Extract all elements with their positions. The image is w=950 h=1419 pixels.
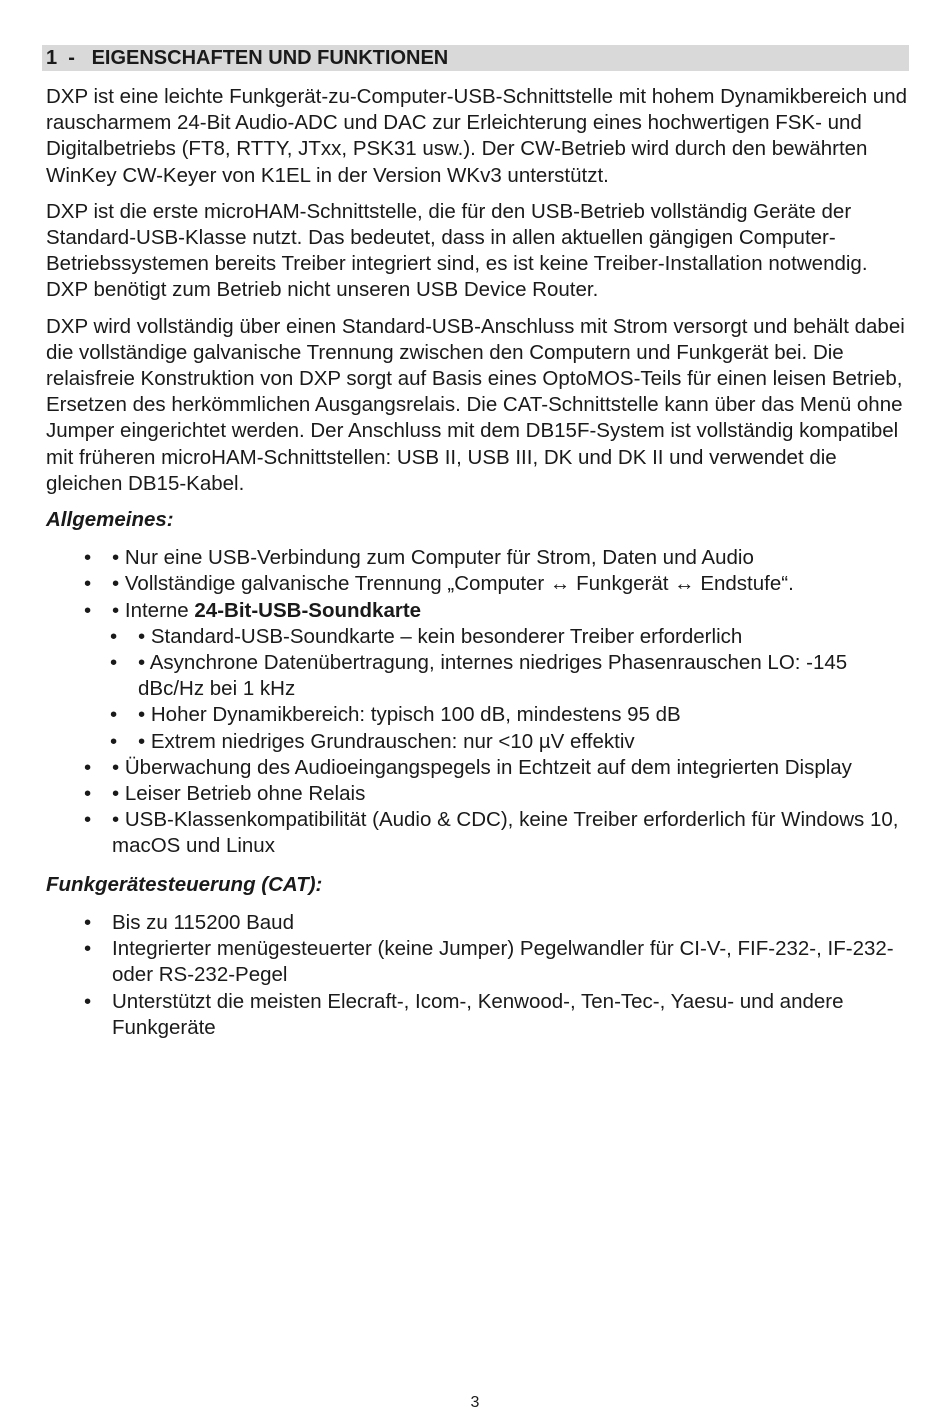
list-item [46, 781, 912, 807]
list-item [46, 910, 912, 936]
list-item [46, 545, 912, 571]
usb-class-paragraph: DXP ist die erste microHAM-Schnittstelle, die für den USB-Betrieb vollständig Geräte der Standard-USB-Klasse nutzt. Das bedeutet, dass in allen aktuellen gängigen Computer-Betriebssystemen bereits Treiber integriert sind, es ist keine Treiber-Installation notwendig. DXP benötigt zum Betrieb nicht unseren USB Device Router. [46, 199, 868, 302]
list-item [46, 989, 912, 1041]
list-subitem [46, 702, 912, 728]
list-item-text: • Extrem niedriges Grundrauschen: nur <10 µV effektiv [138, 729, 635, 753]
list-item-text: • Vollständige galvanische Trennung „Computer ↔ Funkgerät ↔ Endstufe“. [112, 572, 794, 596]
intro-paragraph: DXP ist eine leichte Funkgerät-zu-Computer-USB-Schnittstelle mit hohem Dynamikbereich und rauscharmem 24-Bit Audio-ADC und DAC zur Erleichterung eines hochwertigen FSK- und Digitalbetriebs (FT8, RTTY, JTxx, PSK31 usw.). Der CW-Betrieb wird durch den bewährten WinKey CW-Keyer von K1EL in der Version WKv3 unterstützt. [46, 85, 907, 187]
bullet-icon: • [84, 808, 92, 832]
list-item-text: • Leiser Betrieb ohne Relais [112, 782, 366, 806]
list-item-text-bold: 24-Bit-USB-Soundkarte [194, 598, 422, 622]
page-number: 3 [470, 1394, 480, 1411]
list-item-text: Integrierter menügesteuerter (keine Jumper) Pegelwandler für CI-V-, FIF-232-, IF-232- oder RS-232-Pegel [112, 937, 894, 987]
bullet-icon: • [110, 624, 118, 648]
bullet-icon: • [84, 782, 92, 806]
list-item [46, 755, 912, 781]
list-item [46, 571, 912, 597]
cat-list [46, 910, 912, 1041]
list-item [46, 598, 912, 624]
bullet-icon: • [84, 546, 92, 570]
bullet-icon: • [110, 729, 118, 753]
general-subheading: Allgemeines: [46, 508, 174, 532]
section-heading: 1 - EIGENSCHAFTEN UND FUNKTIONEN [42, 45, 909, 71]
list-item-text-prefix: • Interne [112, 598, 195, 622]
list-item-text: • Standard-USB-Soundkarte – kein besonderer Treiber erforderlich [138, 624, 743, 648]
list-item-text: • Asynchrone Datenübertragung, internes niedriges Phasenrauschen LO: -145 dBc/Hz bei 1 kHz [138, 651, 848, 701]
list-item-text: • Nur eine USB-Verbindung zum Computer für Strom, Daten und Audio [112, 546, 754, 570]
bullet-icon: • [84, 755, 92, 779]
cat-subheading: Funkgerätesteuerung (CAT): [46, 872, 323, 896]
bullet-icon: • [110, 703, 118, 727]
page-content [46, 84, 912, 1053]
bullet-icon: • [84, 598, 92, 622]
list-subitem [46, 729, 912, 755]
bullet-icon: • [84, 910, 92, 934]
list-item-text: • Überwachung des Audioeingangspegels in Echtzeit auf dem integrierten Display [112, 755, 852, 779]
list-subitem [46, 624, 912, 650]
list-item-text: Unterstützt die meisten Elecraft-, Icom-, Kenwood-, Ten-Tec-, Yaesu- und andere Funkgeräte [112, 989, 844, 1039]
list-item [46, 807, 912, 859]
list-item-text: Bis zu 115200 Baud [112, 910, 294, 934]
general-list [46, 545, 912, 859]
power-isolation-paragraph: DXP wird vollständig über einen Standard-USB-Anschluss mit Strom versorgt und behält dabei die vollständige galvanische Trennung zwischen den Computern und Funkgerät bei. Die relaisfreie Konstruktion von DXP sorgt auf Basis eines OptoMOS-Teils für einen leisen Betrieb, Ersetzen des herkömmlichen Ausgangsrelais. Die CAT-Schnittstelle kann über das Menü ohne Jumper eingerichtet werden. Der Anschluss mit dem DB15F-System ist vollständig kompatibel mit früheren microHAM-Schnittstellen: USB II, USB III, DK und DK II und verwendet die gleichen DB15-Kabel. [46, 314, 905, 495]
list-item [46, 936, 912, 988]
list-item-text: • USB-Klassenkompatibilität (Audio & CDC), keine Treiber erforderlich für Windows 10, macOS und Linux [112, 808, 899, 858]
bullet-icon: • [84, 937, 92, 961]
bullet-icon: • [84, 989, 92, 1013]
bullet-icon: • [84, 572, 92, 596]
list-item-text: • Hoher Dynamikbereich: typisch 100 dB, mindestens 95 dB [138, 703, 681, 727]
list-subitem [46, 650, 912, 702]
bullet-icon: • [110, 651, 118, 675]
